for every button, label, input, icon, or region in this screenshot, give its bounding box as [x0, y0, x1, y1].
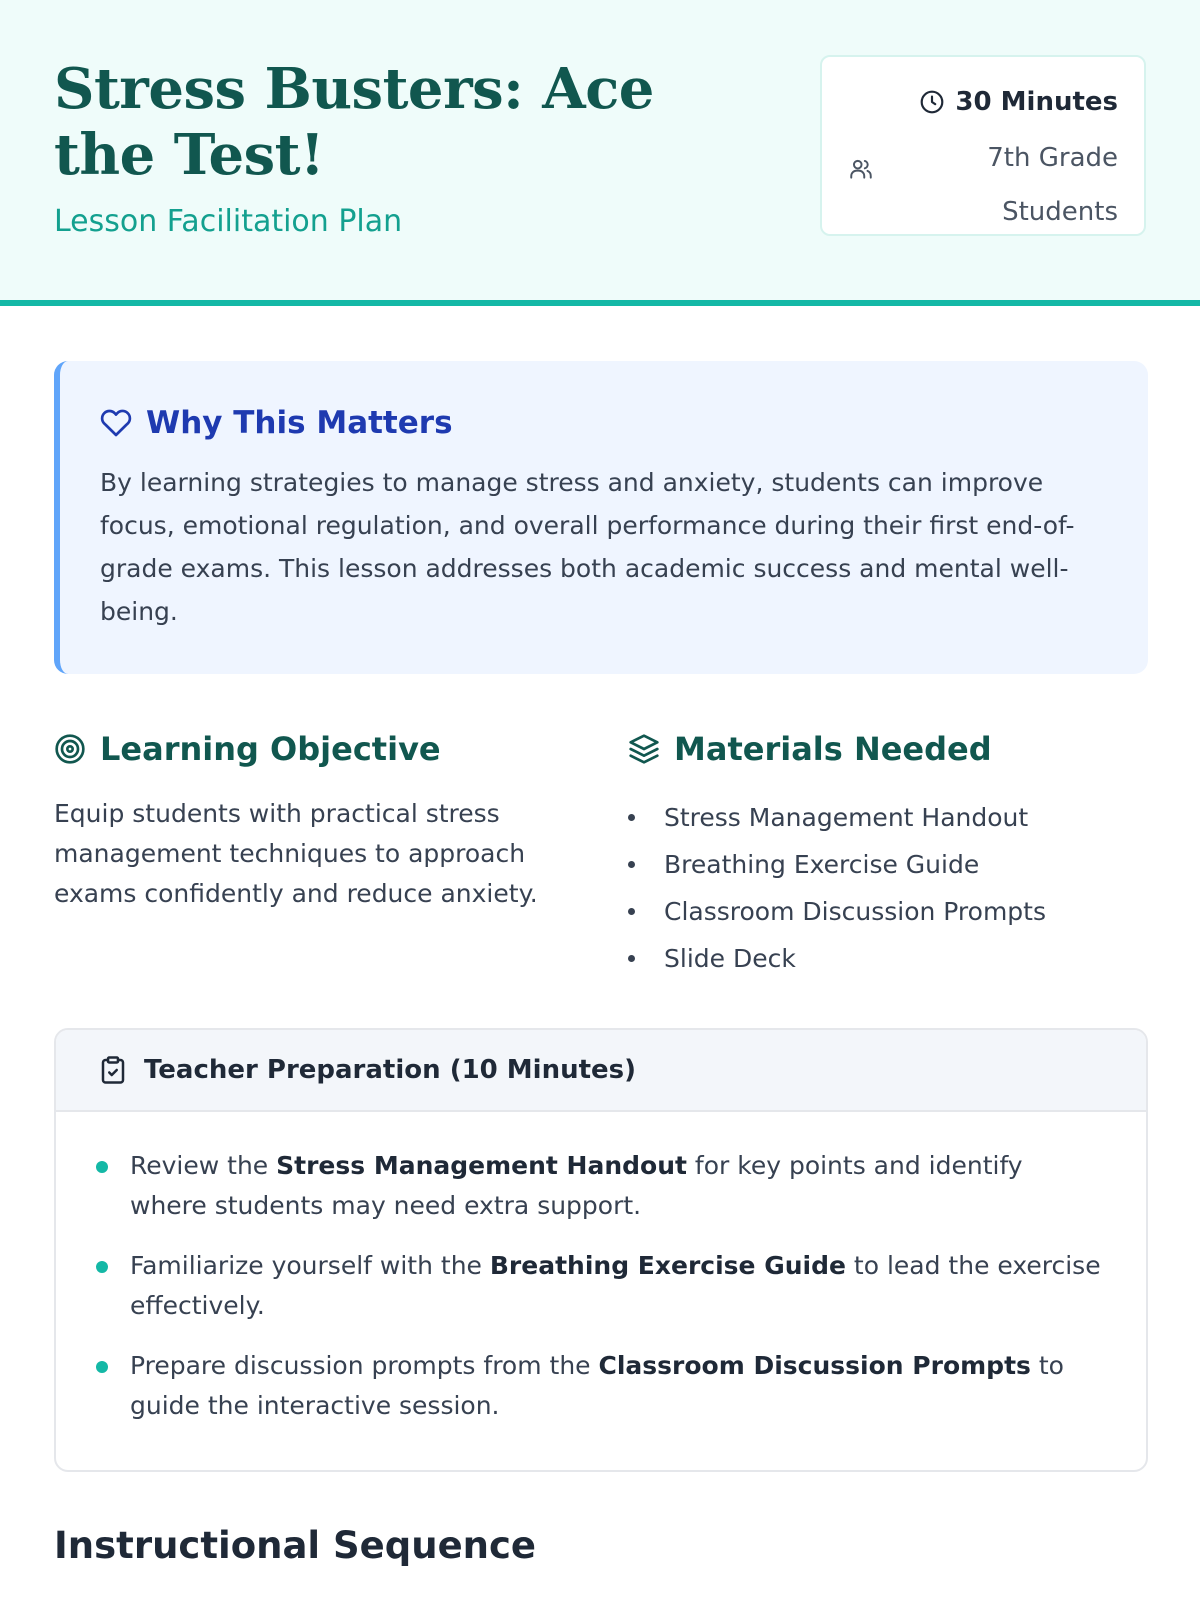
why-heading-label: Why This Matters — [146, 405, 453, 441]
target-icon — [54, 733, 86, 765]
materials-heading-label: Materials Needed — [674, 730, 992, 768]
users-icon — [848, 156, 874, 182]
audience-label: 7th Grade Students — [987, 143, 1118, 227]
teacher-preparation-card — [54, 1028, 1148, 1472]
clock-icon — [919, 89, 945, 115]
prep-item — [96, 1346, 1106, 1426]
materials-list — [628, 794, 1148, 982]
clipboard-check-icon — [98, 1055, 128, 1085]
layers-icon — [628, 733, 660, 765]
prep-item — [96, 1246, 1106, 1326]
duration — [919, 87, 1118, 117]
why-body: By learning strategies to manage stress and anxiety, students can improve focus, emotional regulation, and overall performance during their first end-of-grade exams. This lesson addresses both academic success and mental well-being. — [100, 468, 1075, 626]
prep-list — [56, 1112, 1146, 1426]
prep-item-text: to lead the exercise effectively. — [130, 1251, 1101, 1320]
prep-item-highlight: Breathing Exercise Guide — [489, 1251, 846, 1280]
material-item: Breathing Exercise Guide — [628, 841, 1148, 888]
objective-body: Equip students with practical stress management techniques to approach exams confidently and reduce anxiety. — [54, 799, 538, 908]
prep-item-text: Review the — [130, 1151, 277, 1180]
prep-heading-label: Teacher Preparation (10 Minutes) — [144, 1055, 637, 1085]
prep-header — [56, 1030, 1146, 1112]
material-item: Classroom Discussion Prompts — [628, 888, 1148, 935]
lesson-subtitle: Lesson Facilitation Plan — [54, 204, 403, 239]
prep-item-highlight: Stress Management Handout — [276, 1151, 687, 1180]
prep-item-text: Prepare discussion prompts from the — [130, 1351, 599, 1380]
heart-icon — [100, 407, 132, 439]
objective-heading — [54, 730, 441, 768]
lesson-title: Stress Busters: Ace the Test! — [54, 56, 654, 188]
material-item: Stress Management Handout — [628, 794, 1148, 841]
why-this-matters-card — [54, 361, 1148, 674]
lesson-meta-card — [820, 55, 1146, 236]
prep-item-text: for key points and identify where students may need extra support. — [130, 1151, 1023, 1220]
materials-heading — [628, 730, 992, 768]
objective-heading-label: Learning Objective — [100, 730, 441, 768]
why-heading — [100, 405, 453, 441]
lesson-header — [0, 0, 1200, 306]
prep-item-highlight: Classroom Discussion Prompts — [598, 1351, 1031, 1380]
duration-label: 30 Minutes — [955, 87, 1118, 117]
material-item: Slide Deck — [628, 935, 1148, 982]
instructional-sequence-heading: Instructional Sequence — [54, 1524, 537, 1567]
prep-item-text: Familiarize yourself with the — [130, 1251, 490, 1280]
prep-item — [96, 1146, 1106, 1226]
prep-item-text: to guide the interactive session. — [130, 1351, 1064, 1420]
